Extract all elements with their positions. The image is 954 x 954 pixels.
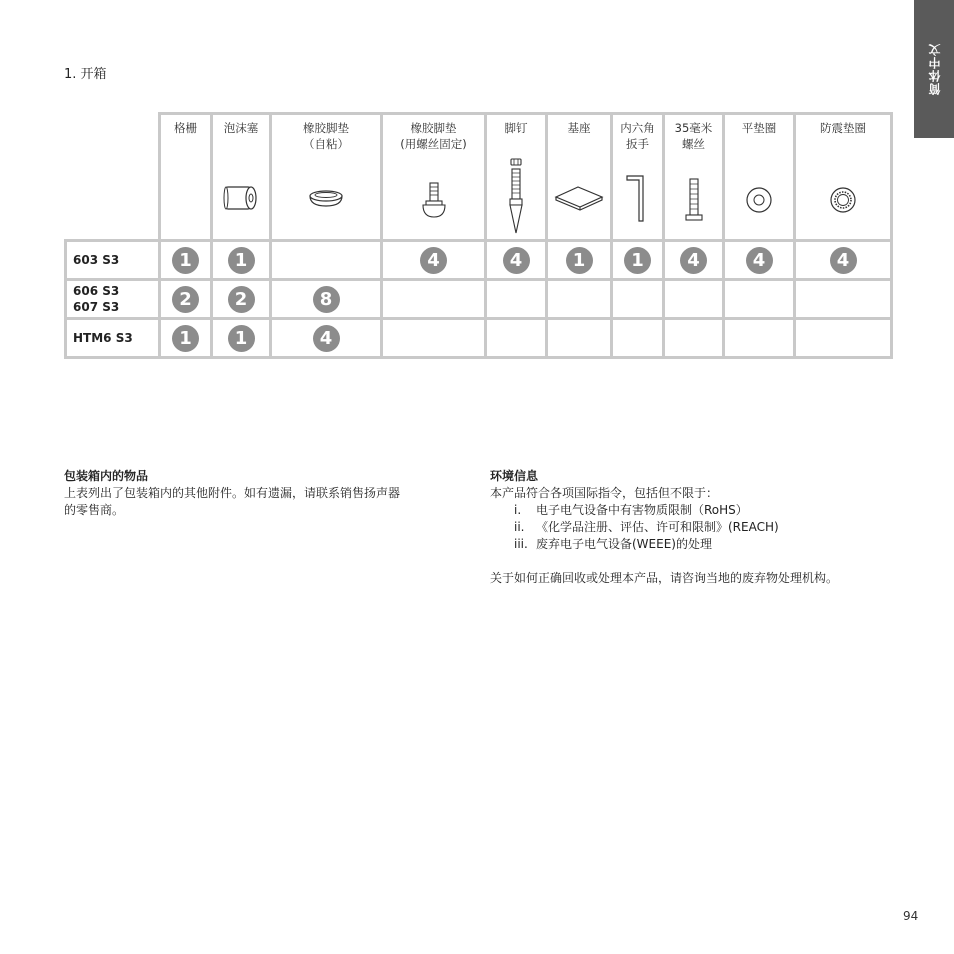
box-contents-section (64, 468, 454, 519)
environment-section (490, 468, 900, 587)
table-row (66, 241, 892, 280)
column-header (795, 114, 892, 241)
count-badge: 4 (503, 247, 530, 274)
count-badge: 1 (172, 325, 199, 352)
count-badge: 2 (228, 286, 255, 313)
column-header (612, 114, 664, 241)
table-header-row (66, 114, 892, 241)
column-header (212, 114, 271, 241)
count-cell (382, 280, 486, 319)
count-cell (724, 241, 795, 280)
count-cell (724, 319, 795, 358)
rubber-foot-pad-icon (306, 187, 346, 209)
count-cell (612, 241, 664, 280)
lock-washer-icon (828, 185, 858, 215)
column-sublabel: 螺丝 (682, 137, 705, 151)
count-badge: 4 (313, 325, 340, 352)
language-tab[interactable] (914, 0, 954, 138)
column-label: 内六角 (620, 121, 655, 135)
count-cell (382, 241, 486, 280)
count-cell (271, 241, 382, 280)
count-badge: 1 (624, 247, 651, 274)
model-label: 606 S3 607 S3 (66, 280, 160, 319)
count-badge: 1 (228, 325, 255, 352)
count-cell (212, 319, 271, 358)
count-cell (664, 241, 724, 280)
column-header (724, 114, 795, 241)
count-cell (795, 319, 892, 358)
column-sublabel: 扳手 (626, 137, 649, 151)
column-label: 脚钉 (504, 121, 528, 135)
count-cell (382, 319, 486, 358)
column-header (271, 114, 382, 241)
count-badge: 4 (746, 247, 773, 274)
column-header (547, 114, 612, 241)
screw-icon (684, 177, 704, 223)
count-cell (486, 280, 547, 319)
environment-title: 环境信息 (490, 469, 539, 483)
count-cell (486, 319, 547, 358)
list-item: iii. 废弃电子电气设备(WEEE)的处理 (514, 537, 712, 551)
column-header (160, 114, 212, 241)
box-contents-title: 包装箱内的物品 (64, 469, 149, 483)
column-label: 橡胶脚垫 (303, 121, 349, 135)
column-header (664, 114, 724, 241)
count-badge: 1 (566, 247, 593, 274)
page-number: 94 (903, 909, 919, 923)
column-sublabel: （自粘） (303, 137, 349, 151)
flat-washer-icon (744, 185, 774, 215)
column-sublabel: (用螺丝固定) (400, 137, 467, 151)
accessories-table (64, 112, 893, 359)
column-header (486, 114, 547, 241)
column-label: 橡胶脚垫 (410, 121, 457, 135)
column-label: 格栅 (174, 121, 197, 135)
environment-recycle-note: 关于如何正确回收或处理本产品，请咨询当地的废弃物处理机构。 (490, 571, 839, 585)
count-cell (547, 319, 612, 358)
model-label: HTM6 S3 (66, 319, 160, 358)
count-badge: 4 (830, 247, 857, 274)
count-cell (160, 241, 212, 280)
table-corner (66, 114, 160, 241)
count-cell (160, 319, 212, 358)
column-label: 基座 (567, 121, 591, 135)
foam-bung-icon (221, 183, 261, 213)
environment-intro: 本产品符合各项国际指令，包括但不限于： (490, 486, 719, 500)
count-cell (612, 280, 664, 319)
count-cell (724, 280, 795, 319)
box-contents-line: 的零售商。 (64, 503, 125, 517)
count-badge: 1 (172, 247, 199, 274)
column-label: 35毫米 (674, 121, 713, 135)
count-cell (664, 319, 724, 358)
column-label: 防震垫圈 (820, 121, 866, 135)
box-contents-line: 上表列出了包装箱内的其他附件。如有遗漏，请联系销售扬声器 (64, 486, 401, 500)
count-cell (486, 241, 547, 280)
count-cell (612, 319, 664, 358)
column-label: 泡沫塞 (223, 121, 259, 135)
count-badge: 1 (228, 247, 255, 274)
count-badge: 2 (172, 286, 199, 313)
count-badge: 4 (680, 247, 707, 274)
count-cell (795, 241, 892, 280)
column-header (382, 114, 486, 241)
column-label: 平垫圈 (741, 121, 777, 135)
count-cell (212, 280, 271, 319)
count-cell (664, 280, 724, 319)
table-row (66, 319, 892, 358)
count-cell (795, 280, 892, 319)
language-tab-label: 简体中文 (927, 43, 942, 95)
count-cell (547, 280, 612, 319)
spike-icon (506, 157, 526, 237)
count-cell (271, 280, 382, 319)
count-cell (271, 319, 382, 358)
table-row (66, 280, 892, 319)
section-title: 1. 开箱 (64, 67, 107, 82)
count-cell (160, 280, 212, 319)
hex-key-icon (623, 173, 653, 225)
count-badge: 8 (313, 286, 340, 313)
model-label: 603 S3 (66, 241, 160, 280)
count-cell (212, 241, 271, 280)
list-item: i. 电子电气设备中有害物质限制（RoHS） (514, 503, 748, 517)
base-plate-icon (552, 183, 606, 213)
count-badge: 4 (420, 247, 447, 274)
count-cell (547, 241, 612, 280)
screw-rubber-foot-icon (419, 181, 449, 221)
list-item: ii. 《化学品注册、评估、许可和限制》(REACH) (514, 520, 779, 534)
